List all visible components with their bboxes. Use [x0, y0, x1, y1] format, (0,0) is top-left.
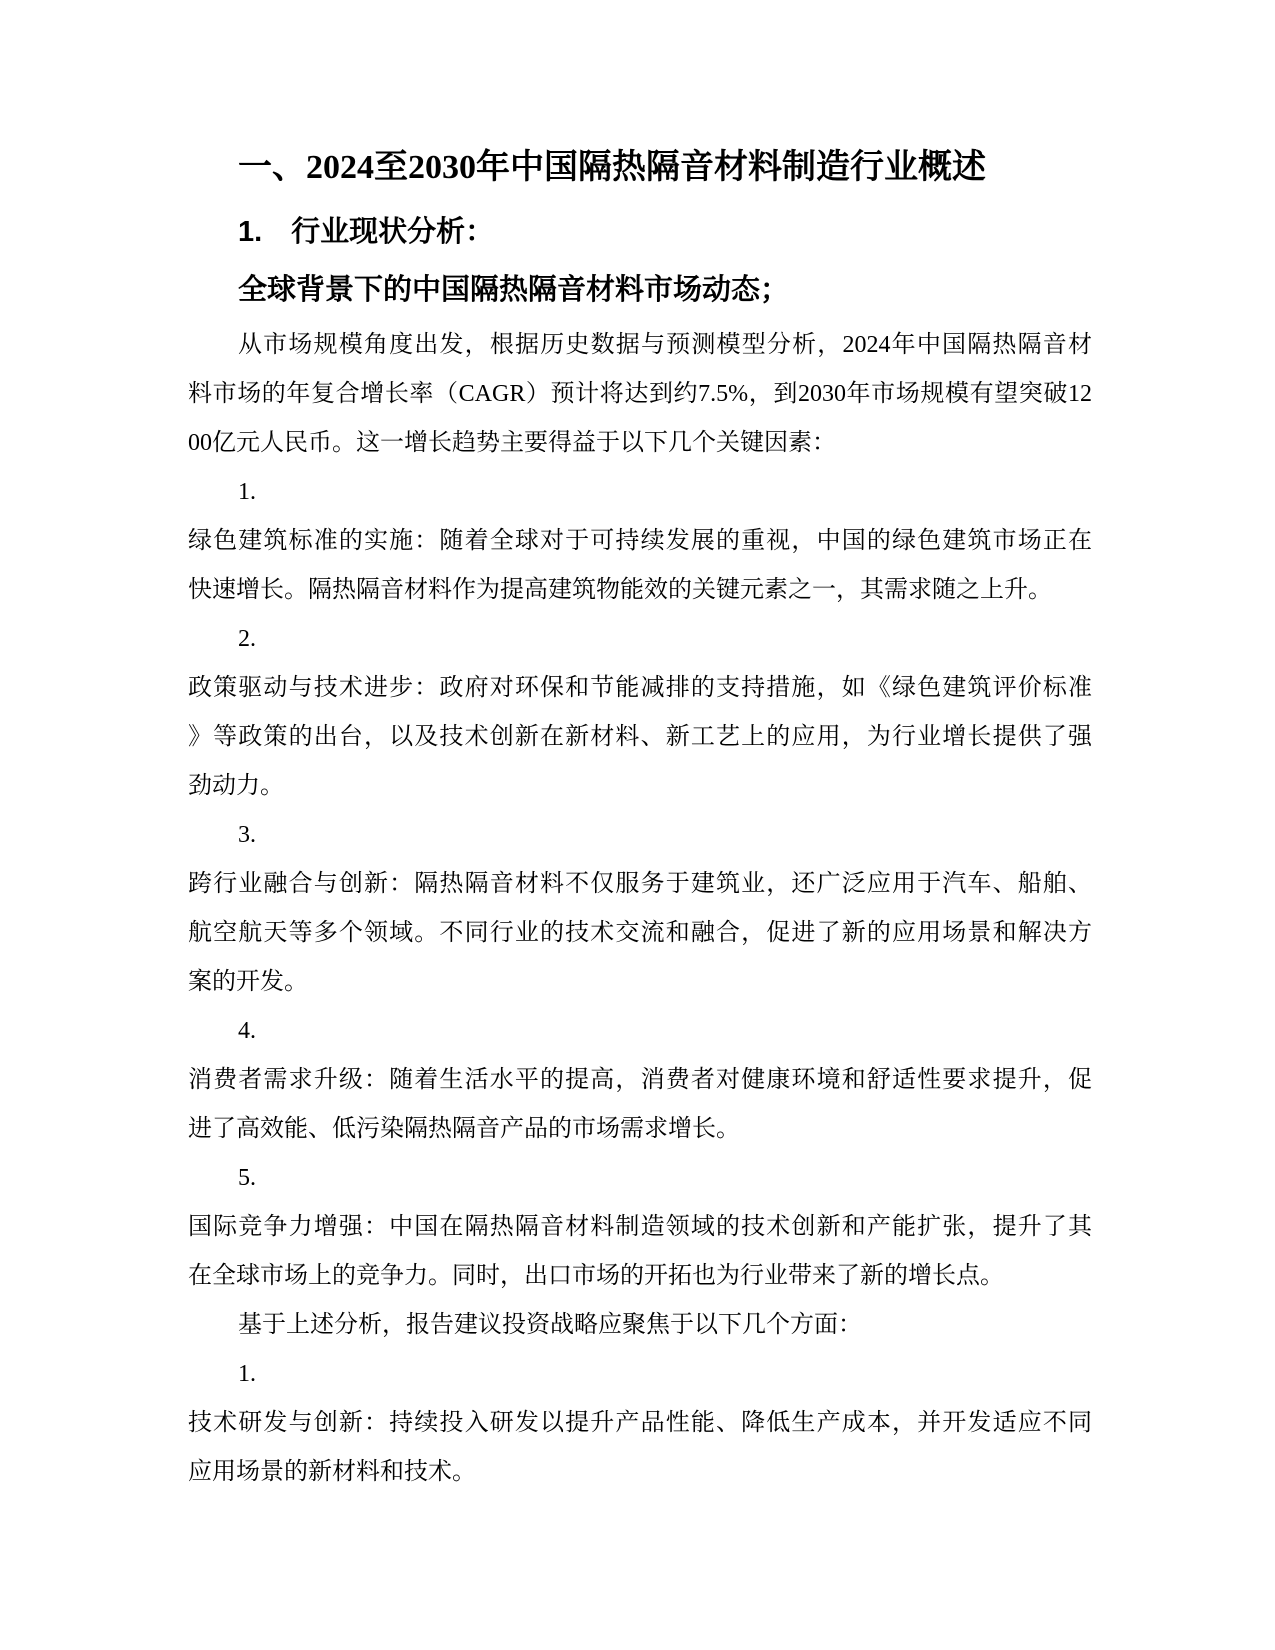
list-number: 4. — [238, 1018, 256, 1044]
doc-body — [188, 321, 1092, 1497]
body-line: 技术研发与创新：持续投入研发以提升产品性能、降低生产成本，并开发适应不同 — [188, 1410, 1092, 1436]
subsection-heading: 全球背景下的中国隔热隔音材料市场动态； — [238, 274, 790, 306]
body-line: 从市场规模角度出发，根据历史数据与预测模型分析，2024年中国隔热隔音材 — [238, 332, 1092, 358]
list-number: 2. — [238, 626, 256, 652]
list-number: 1. — [238, 1361, 256, 1387]
body-line: 快速增长。隔热隔音材料作为提高建筑物能效的关键元素之一，其需求随之上升。 — [188, 577, 1052, 603]
document-content — [188, 0, 1092, 1497]
body-line: 政策驱动与技术进步：政府对环保和节能减排的支持措施，如《绿色建筑评价标准 — [188, 675, 1092, 701]
body-line: 00亿元人民币。这一增长趋势主要得益于以下几个关键因素： — [188, 430, 836, 456]
body-line: 跨行业融合与创新：隔热隔音材料不仅服务于建筑业，还广泛应用于汽车、船舶、 — [188, 871, 1092, 897]
body-line: 国际竞争力增强：中国在隔热隔音材料制造领域的技术创新和产能扩张，提升了其 — [188, 1214, 1092, 1240]
body-line: 绿色建筑标准的实施：随着全球对于可持续发展的重视，中国的绿色建筑市场正在 — [188, 528, 1092, 554]
list-number: 3. — [238, 822, 256, 848]
body-line: 消费者需求升级：随着生活水平的提高，消费者对健康环境和舒适性要求提升，促 — [188, 1067, 1092, 1093]
body-line: 进了高效能、低污染隔热隔音产品的市场需求增长。 — [188, 1116, 740, 1142]
body-line: 航空航天等多个领域。不同行业的技术交流和融合，促进了新的应用场景和解决方 — [188, 920, 1092, 946]
body-line: 案的开发。 — [188, 969, 308, 995]
body-line: 在全球市场上的竞争力。同时，出口市场的开拓也为行业带来了新的增长点。 — [188, 1263, 1004, 1289]
body-line: 基于上述分析，报告建议投资战略应聚焦于以下几个方面： — [238, 1312, 862, 1338]
list-number: 1. — [238, 479, 256, 505]
body-line: 劲动力。 — [188, 773, 284, 799]
list-number: 5. — [238, 1165, 256, 1191]
doc-title: 一、2024至2030年中国隔热隔音材料制造行业概述 — [238, 149, 986, 186]
body-line: 料市场的年复合增长率（CAGR）预计将达到约7.5%，到2030年市场规模有望突破12 — [188, 381, 1092, 407]
section-heading: 1. 行业现状分析： — [238, 216, 495, 248]
body-line: 应用场景的新材料和技术。 — [188, 1459, 476, 1485]
body-line: 》等政策的出台，以及技术创新在新材料、新工艺上的应用，为行业增长提供了强 — [188, 724, 1092, 750]
